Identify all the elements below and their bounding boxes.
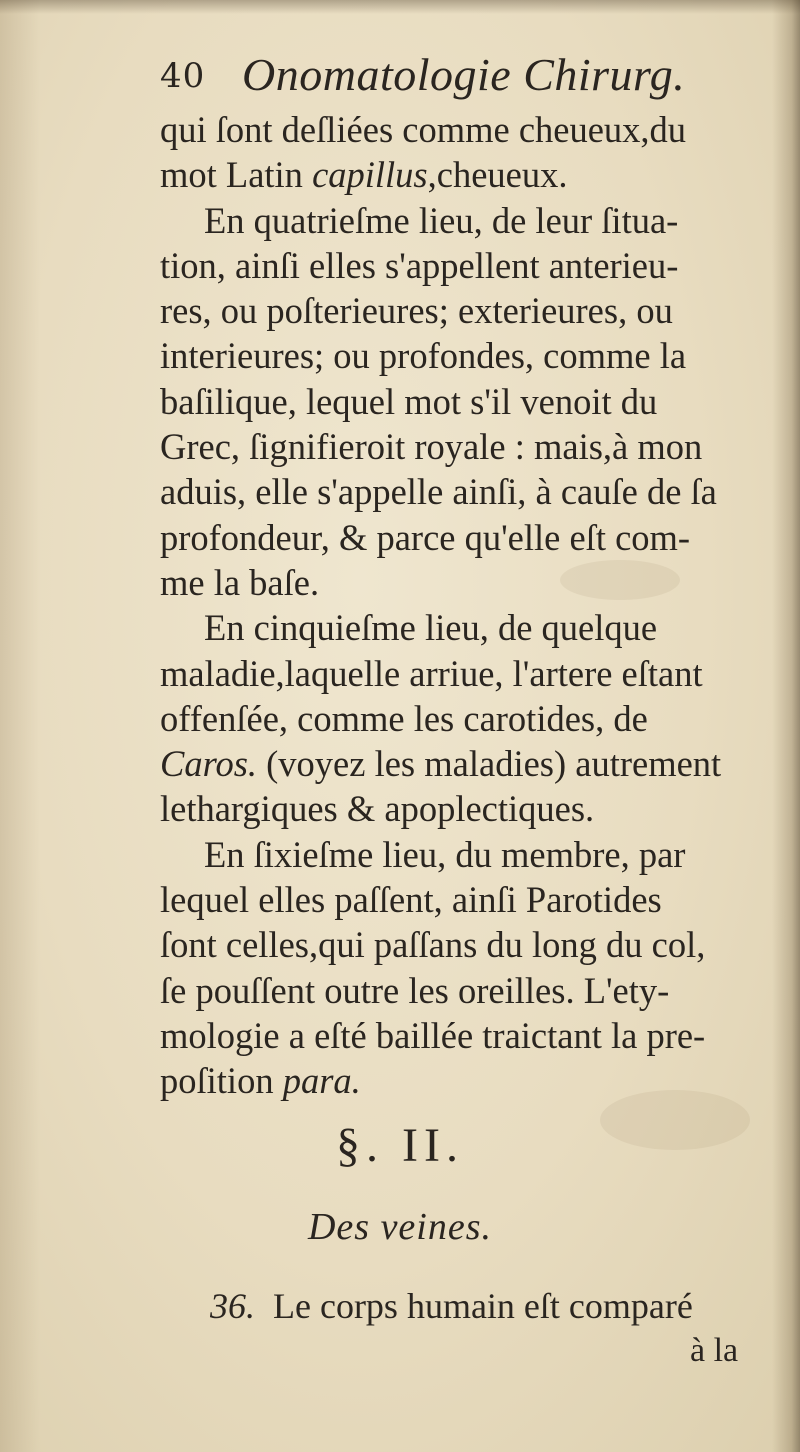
italic-word: Caros. xyxy=(160,743,258,785)
line-text: lethargiques & apoplectiques. xyxy=(160,788,595,830)
paragraph-36 xyxy=(210,1285,770,1327)
line-text: mologie a eſté baillée traictant la pre- xyxy=(160,1014,706,1056)
line-text-after: (voyez les maladies) autrement xyxy=(257,743,722,785)
text-line xyxy=(160,243,760,288)
line-text: lequel elles paſſent, ainſi Parotides xyxy=(160,879,662,921)
line-text: En ſixieſme lieu, du membre, par xyxy=(204,833,686,875)
italic-word: para. xyxy=(282,1060,361,1102)
text-line xyxy=(160,877,760,922)
italic-word: capillus xyxy=(312,154,428,196)
line-text: En cinquieſme lieu, de quelque xyxy=(204,607,658,649)
section-mark: §. II. xyxy=(336,1119,464,1172)
text-line xyxy=(160,651,760,696)
catchword: à la xyxy=(690,1332,739,1369)
text-line xyxy=(160,288,760,333)
text-line xyxy=(160,560,760,605)
text-line xyxy=(160,832,760,877)
text-line xyxy=(160,198,760,243)
text-line xyxy=(160,605,760,650)
line-text: En quatrieſme lieu, de leur ſitua- xyxy=(204,199,679,241)
page-number: 40 xyxy=(160,56,206,96)
text-line xyxy=(160,333,760,378)
line-text: res, ou poſterieures; exterieures, ou xyxy=(160,290,673,332)
line-text: profondeur, & parce qu'elle eſt com- xyxy=(160,516,691,558)
text-line xyxy=(160,741,760,786)
text-line xyxy=(160,1058,760,1103)
line-text: tion, ainſi elles s'appellent anterieu- xyxy=(160,244,679,286)
line-text: me la baſe. xyxy=(160,561,320,603)
line-text: offenſée, comme les carotides, de xyxy=(160,697,648,739)
text-line xyxy=(160,922,760,967)
text-line xyxy=(160,1013,760,1058)
line-text: baſilique, lequel mot s'il venoit du xyxy=(160,380,658,422)
text-line xyxy=(160,786,760,831)
line-text-after: ,cheueux. xyxy=(427,154,568,196)
page-top-edge xyxy=(0,0,800,14)
line-text: interieures; ou profondes, comme la xyxy=(160,335,687,377)
line-text: mot Latin xyxy=(160,154,313,196)
running-title: Onomatologie Chirurg. xyxy=(242,49,686,100)
text-line xyxy=(160,107,760,152)
text-line xyxy=(160,469,760,514)
text-line xyxy=(160,379,760,424)
line-text: poſition xyxy=(160,1060,283,1102)
line-text: qui ſont deſliées comme cheueux,du xyxy=(160,109,687,150)
text-line xyxy=(160,424,760,469)
page-header xyxy=(160,48,760,108)
section-title: Des veines. xyxy=(307,1206,493,1248)
line-text: ſe pouſſent outre les oreilles. L'ety- xyxy=(160,969,670,1011)
line-text: ſont celles,qui paſſans du long du col, xyxy=(160,924,706,966)
body-text xyxy=(160,107,760,1104)
line-text: maladie,laquelle arriue, l'artere eſtant xyxy=(160,652,703,694)
line-text: Grec, ſignifieroit royale : mais,à mon xyxy=(160,426,703,468)
text-line xyxy=(160,515,760,560)
text-line xyxy=(160,968,760,1013)
line-text: aduis, elle s'appelle ainſi, à cauſe de ſa xyxy=(160,471,717,513)
paragraph-number: 36. xyxy=(210,1286,255,1326)
text-line xyxy=(160,152,760,197)
text-line xyxy=(160,696,760,741)
paragraph-text: Le corps humain eſt comparé xyxy=(273,1286,693,1326)
